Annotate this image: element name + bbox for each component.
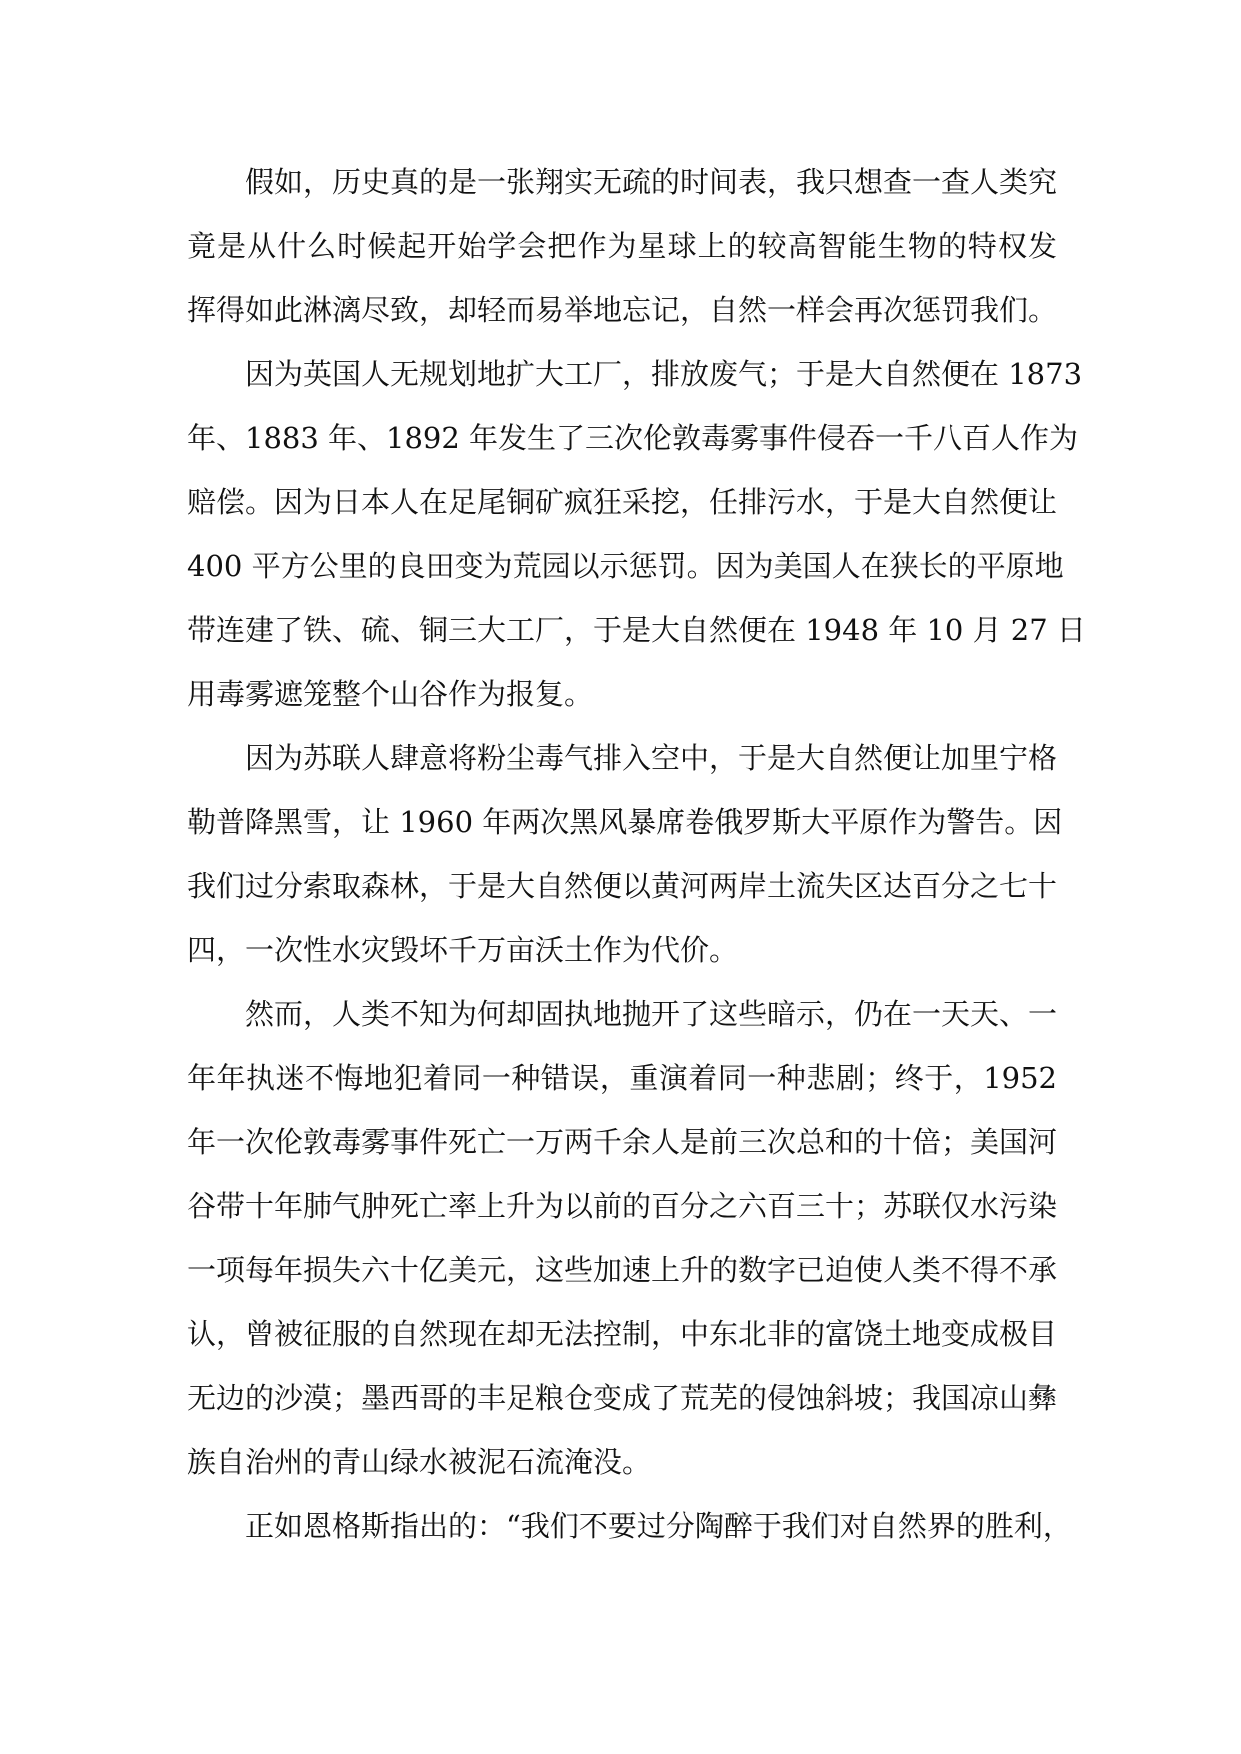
paragraph-2 [187, 342, 1086, 726]
text-line: 400 平方公里的良田变为荒园以示惩罚。因为美国人在狭长的平原地 [187, 549, 1064, 583]
paragraph-3 [187, 726, 1063, 982]
text-line: 四，一次性水灾毁坏千万亩沃土作为代价。 [187, 933, 739, 967]
text-line: 谷带十年肺气肿死亡率上升为以前的百分之六百三十；苏联仅水污染 [187, 1189, 1058, 1223]
text-line: 假如，历史真的是一张翔实无疏的时间表，我只想查一查人类究 [187, 165, 1058, 199]
text-line: 然而，人类不知为何却固执地抛开了这些暗示，仍在一天天、一 [187, 997, 1058, 1031]
document-body [187, 150, 1086, 1558]
text-line: 无边的沙漠；墨西哥的丰足粮仓变成了荒芜的侵蚀斜坡；我国凉山彝 [187, 1381, 1058, 1415]
text-line: 年、1883 年、1892 年发生了三次伦敦毒雾事件侵吞一千八百人作为 [187, 421, 1079, 455]
text-line: 因为英国人无规划地扩大工厂，排放废气；于是大自然便在 1873 [187, 357, 1083, 391]
paragraph-1 [187, 150, 1057, 342]
paragraph-4 [187, 982, 1057, 1494]
text-line: 认，曾被征服的自然现在却无法控制，中东北非的富饶土地变成极目 [187, 1317, 1058, 1351]
paragraph-5 [187, 1494, 1072, 1558]
text-line: 勒普降黑雪，让 1960 年两次黑风暴席卷俄罗斯大平原作为警告。因 [187, 805, 1063, 839]
text-line: 带连建了铁、硫、铜三大工厂，于是大自然便在 1948 年 10 月 27 日 [187, 613, 1086, 647]
text-line: 我们过分索取森林，于是大自然便以黄河两岸土流失区达百分之七十 [187, 869, 1058, 903]
text-line: 因为苏联人肆意将粉尘毒气排入空中，于是大自然便让加里宁格 [187, 741, 1058, 775]
text-line: 挥得如此淋漓尽致，却轻而易举地忘记，自然一样会再次惩罚我们。 [187, 293, 1058, 327]
text-line: 年年执迷不悔地犯着同一种错误，重演着同一种悲剧；终于，1952 [187, 1061, 1057, 1095]
text-line: 族自治州的青山绿水被泥石流淹没。 [187, 1445, 652, 1479]
text-line: 竟是从什么时候起开始学会把作为星球上的较高智能生物的特权发 [187, 229, 1057, 263]
text-line: 一项每年损失六十亿美元，这些加速上升的数字已迫使人类不得不承 [187, 1253, 1058, 1287]
text-line: 年一次伦敦毒雾事件死亡一万两千余人是前三次总和的十倍；美国河 [187, 1125, 1058, 1159]
text-line: 赔偿。因为日本人在足尾铜矿疯狂采挖，任排污水，于是大自然便让 [187, 485, 1058, 519]
text-line: 用毒雾遮笼整个山谷作为报复。 [187, 677, 594, 711]
text-line: 正如恩格斯指出的：“我们不要过分陶醉于我们对自然界的胜利， [187, 1509, 1072, 1543]
